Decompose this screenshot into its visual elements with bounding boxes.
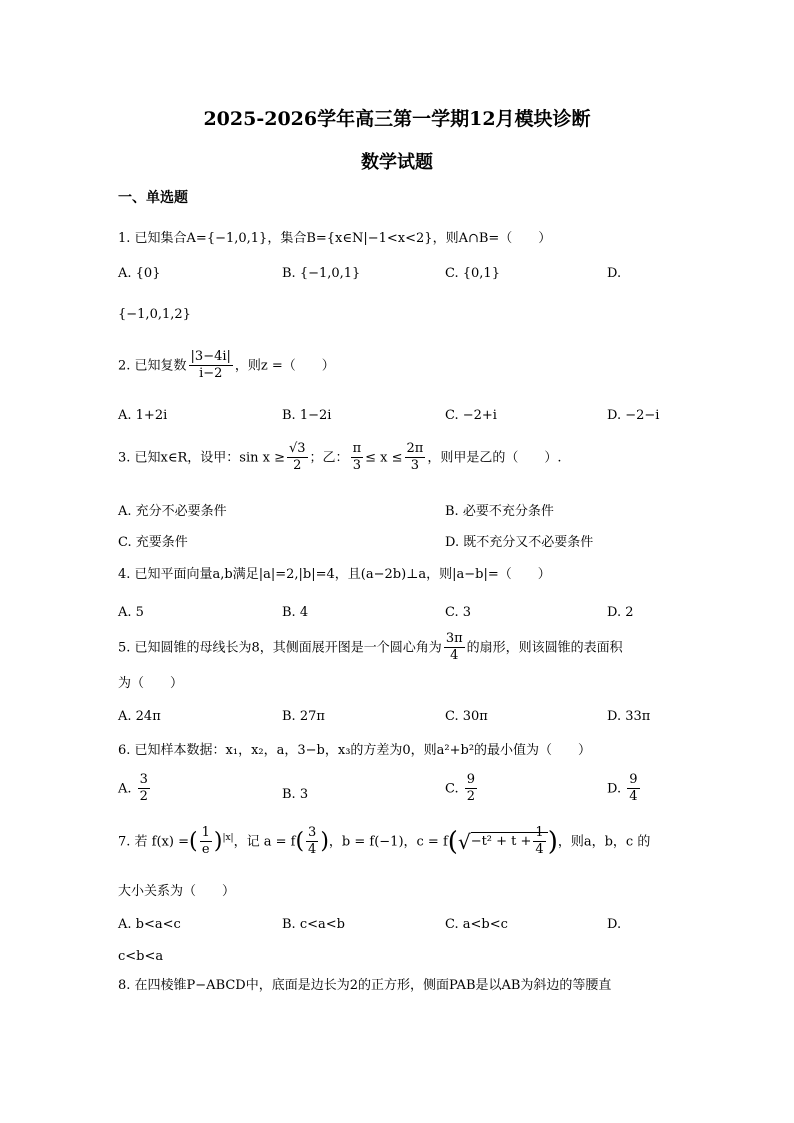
question-7-option-c: C. a<b<c — [445, 917, 508, 932]
question-2-frac-num: |3−4i| — [189, 350, 233, 366]
question-7-base-num: 1 — [200, 826, 212, 842]
question-6-option-c-num: 9 — [465, 773, 477, 789]
question-6-option-d-den: 4 — [629, 789, 638, 805]
question-1-option-b: B. {−1,0,1} — [282, 266, 361, 281]
question-6-option-d — [607, 773, 642, 805]
question-7-paren-open-1: ( — [188, 828, 198, 854]
question-2-stem-pre: 2. 已知复数 — [118, 358, 187, 374]
question-3-frac1-den: 2 — [293, 458, 302, 474]
question-6-option-c-label: C. — [445, 781, 459, 797]
question-5-option-a: A. 24π — [118, 709, 161, 724]
question-4-option-d: D. 2 — [607, 605, 634, 620]
question-3-frac3-den: 3 — [410, 458, 420, 474]
question-2-option-a: A. 1+2i — [118, 408, 168, 423]
question-5-option-d: D. 33π — [607, 709, 651, 724]
question-3-fraction-1 — [287, 442, 308, 474]
question-7-base-fraction — [200, 826, 212, 858]
question-3-stem-mid: ；乙： — [309, 450, 349, 466]
question-7-base-den: e — [201, 842, 210, 858]
question-4-option-b: B. 4 — [282, 605, 309, 620]
question-7-sqrt-sign: √ — [457, 829, 471, 854]
question-6-option-a-label: A. — [118, 781, 132, 797]
question-7-paren-open-3: ( — [447, 826, 458, 857]
question-6-option-a-fraction — [138, 773, 150, 805]
question-7-c-num: 1 — [533, 826, 545, 842]
question-7-paren-close-2: ) — [320, 828, 329, 854]
question-3-option-a: A. 充分不必要条件 — [118, 504, 227, 519]
question-3-stem — [118, 442, 561, 474]
question-3-frac2-num: π — [351, 442, 364, 458]
question-3-stem-pre: 3. 已知x∈R，设甲：sin x ≥ — [118, 450, 285, 466]
question-3-frac1-num: √3 — [287, 442, 308, 458]
question-1-option-d-value: {−1,0,1,2} — [118, 307, 191, 322]
question-3-option-c: C. 充要条件 — [118, 535, 188, 550]
question-6-option-c — [445, 773, 479, 805]
question-5-frac-den: 4 — [450, 648, 459, 664]
question-6-option-c-fraction — [465, 773, 477, 805]
question-7-a-num: 3 — [306, 826, 318, 842]
question-7-paren-close-1: ) — [213, 828, 223, 854]
question-2-frac-den: i−2 — [199, 366, 223, 382]
question-6-option-a-den: 2 — [139, 789, 148, 805]
question-5-stem-pre: 5. 已知圆锥的母线长为8，其侧面展开图是一个圆心角为 — [118, 640, 442, 656]
question-2-stem-post: ，则z =（ ） — [234, 358, 335, 374]
question-2-option-c: C. −2+i — [445, 408, 497, 423]
question-1-option-a: A. {0} — [118, 266, 161, 281]
question-2-option-d: D. −2−i — [607, 408, 660, 423]
question-7-option-d-value: c<b<a — [118, 949, 164, 964]
question-7-option-d-label: D. — [607, 917, 622, 932]
question-7-c-fraction — [533, 826, 545, 858]
question-7-stem-line2: 大小关系为（ ） — [118, 884, 236, 899]
question-5-frac-num: 3π — [444, 632, 465, 648]
question-7-stem-a: ，记 a = f — [233, 834, 296, 850]
question-6-option-d-fraction — [627, 773, 639, 805]
question-7-option-a: A. b<a<c — [118, 917, 181, 932]
question-5-stem-post: 的扇形，则该圆锥的表面积 — [466, 640, 623, 656]
question-3-frac3-num: 2π — [405, 442, 426, 458]
question-7-paren-open-2: ( — [295, 828, 305, 854]
section-heading: 一、单选题 — [118, 190, 188, 206]
question-6-option-b: B. 3 — [282, 787, 309, 802]
question-3-frac2-den: 3 — [352, 458, 361, 474]
question-2-fraction — [189, 350, 233, 382]
question-1-option-d-label: D. — [607, 266, 622, 281]
question-2-stem — [118, 350, 335, 382]
question-7-option-b: B. c<a<b — [282, 917, 345, 932]
question-6-option-d-num: 9 — [627, 773, 639, 789]
question-7-exponent: |x| — [222, 832, 234, 843]
question-2-option-b: B. 1−2i — [282, 408, 332, 423]
question-3-option-b: B. 必要不充分条件 — [445, 504, 554, 519]
question-5-option-c: C. 30π — [445, 709, 488, 724]
question-7-a-den: 4 — [308, 842, 317, 858]
question-5-stem — [118, 632, 623, 664]
question-5-option-b: B. 27π — [282, 709, 325, 724]
question-7-stem-b: ，b = f(−1)，c = f — [328, 834, 448, 850]
question-6-option-a-num: 3 — [138, 773, 150, 789]
question-3-fraction-3 — [405, 442, 426, 474]
question-7-c-inner: −t² + t + — [470, 834, 532, 850]
question-5-fraction — [444, 632, 465, 664]
question-1-option-c: C. {0,1} — [445, 266, 500, 281]
question-3-stem-post: ，则甲是乙的（ ）. — [427, 450, 562, 466]
question-6-option-d-label: D. — [607, 781, 622, 797]
question-4-option-c: C. 3 — [445, 605, 472, 620]
question-7-sqrt-body — [470, 825, 548, 858]
exam-subtitle: 数学试题 — [361, 152, 433, 173]
question-6-stem: 6. 已知样本数据：x₁，x₂，a，3−b，x₃的方差为0，则a²+b²的最小值为（ ） — [118, 743, 592, 758]
question-4-stem: 4. 已知平面向量a,b满足|a|=2,|b|=4，且(a−2b)⊥a，则|a−b|=（ ） — [118, 567, 551, 582]
question-7-paren-close-3: ) — [547, 826, 558, 857]
question-7-stem-post: ，则a，b，c 的 — [557, 834, 651, 850]
question-7-stem — [118, 826, 650, 858]
question-8-stem: 8. 在四棱锥P−ABCD中，底面是边长为2的正方形，侧面PAB是以AB为斜边的等腰直 — [118, 978, 612, 993]
question-6-option-c-den: 2 — [466, 789, 476, 805]
question-4-option-a: A. 5 — [118, 605, 144, 620]
question-7-a-fraction — [306, 826, 318, 858]
exam-title: 2025-2026学年高三第一学期12月模块诊断 — [203, 108, 591, 130]
question-5-stem-line2: 为（ ） — [118, 676, 184, 691]
question-3-fraction-2 — [351, 442, 364, 474]
question-3-option-d: D. 既不充分又不必要条件 — [445, 535, 594, 550]
question-7-stem-pre: 7. 若 f(x) = — [118, 834, 189, 850]
question-6-option-a — [118, 773, 152, 805]
question-1-stem: 1. 已知集合A={−1,0,1}，集合B={x∈N|−1<x<2}，则A∩B=（ ） — [118, 231, 552, 246]
question-3-stem-mid2: ≤ x ≤ — [365, 450, 403, 466]
question-7-c-den: 4 — [535, 842, 544, 858]
